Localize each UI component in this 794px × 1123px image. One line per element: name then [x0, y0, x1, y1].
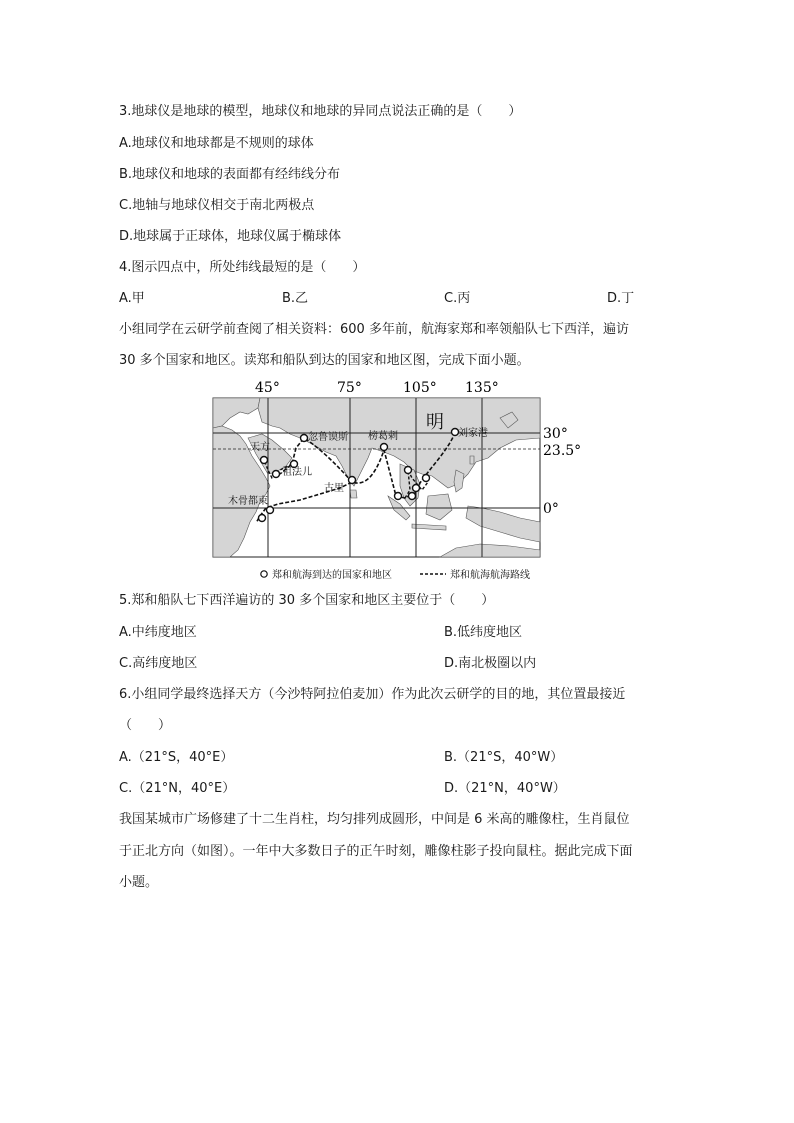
q6-paren: （ ）	[119, 718, 172, 733]
label-ming: 明	[426, 412, 444, 433]
q6-option-b[interactable]: B.（21°S，40°W）	[444, 750, 564, 765]
place-guli	[349, 477, 356, 484]
label-tianfang: 天方	[250, 442, 270, 453]
intro2-line3: 小题。	[119, 875, 159, 890]
place-malacca	[395, 493, 402, 500]
place-siam	[405, 467, 412, 474]
q5-option-a[interactable]: A.中纬度地区	[119, 625, 197, 640]
intro1-line2: 30 多个国家和地区。读郑和船队到达的国家和地区图，完成下面小题。	[119, 353, 530, 368]
place-malindi	[259, 515, 266, 522]
lat-label-30: 30°	[543, 426, 568, 442]
label-bangela: 榜葛剌	[368, 431, 398, 442]
q4-stem: 4.图示四点中，所处纬线最短的是（ ）	[119, 260, 366, 275]
lon-label-135: 135°	[465, 380, 499, 396]
place-tianfang	[261, 457, 268, 464]
label-guli: 古里	[324, 483, 344, 494]
lon-label-105: 105°	[403, 380, 437, 396]
q6-stem: 6.小组同学最终选择天方（今沙特阿拉伯麦加）作为此次云研学的目的地，其位置最接近	[119, 687, 626, 702]
q3-option-b[interactable]: B.地球仪和地球的表面都有经纬线分布	[119, 167, 341, 182]
q3-option-c[interactable]: C.地轴与地球仪相交于南北两极点	[119, 198, 315, 213]
place-champa	[423, 475, 430, 482]
place-mugudushu	[267, 507, 274, 514]
q5-option-c[interactable]: C.高纬度地区	[119, 656, 198, 671]
intro2-line2: 于正北方向（如图）。一年中大多数日子的正午时刻，雕像柱影子投向鼠柱。据此完成下面	[119, 844, 633, 859]
lat-label-0: 0°	[543, 501, 559, 517]
zheng-he-voyage-map	[200, 378, 590, 583]
intro1-line1: 小组同学在云研学前查阅了相关资料：600 多年前，航海家郑和率领船队七下西洋，遍访	[119, 322, 629, 337]
q5-option-d[interactable]: D.南北极圈以内	[444, 656, 537, 671]
label-mugudushu: 木骨都束	[228, 496, 268, 507]
lat-label-23-5: 23.5°	[543, 443, 582, 459]
place-aden	[273, 471, 280, 478]
legend-circle-label: 郑和航海到达的国家和地区	[272, 570, 392, 581]
q3-stem: 3.地球仪是地球的模型，地球仪和地球的异同点说法正确的是（ ）	[119, 104, 522, 119]
q3-option-a[interactable]: A.地球仪和地球都是不规则的球体	[119, 136, 314, 151]
q3-option-d[interactable]: D.地球属于正球体，地球仪属于椭球体	[119, 229, 342, 244]
q4-option-d[interactable]: D.丁	[607, 291, 635, 306]
q4-option-b[interactable]: B.乙	[282, 291, 309, 306]
q4-option-a[interactable]: A.甲	[119, 291, 145, 306]
lon-label-75: 75°	[337, 380, 362, 396]
place-palembang	[409, 493, 416, 500]
label-liujiagang: 刘家港	[458, 428, 488, 439]
q5-stem: 5.郑和船队七下西洋遍访的 30 多个国家和地区主要位于（ ）	[119, 593, 495, 608]
intro2-line1: 我国某城市广场修建了十二生肖柱，均匀排列成圆形，中间是 6 米高的雕像柱，生肖鼠位	[119, 812, 630, 827]
q4-option-c[interactable]: C.丙	[444, 291, 471, 306]
q6-option-a[interactable]: A.（21°S，40°E）	[119, 750, 234, 765]
q6-option-d[interactable]: D.（21°N，40°W）	[444, 781, 566, 796]
place-hulumosi	[301, 435, 308, 442]
q5-option-b[interactable]: B.低纬度地区	[444, 625, 523, 640]
lon-label-45: 45°	[255, 380, 280, 396]
place-bangela	[381, 444, 388, 451]
place-borneo-port	[413, 485, 420, 492]
land-sri-lanka	[350, 490, 357, 498]
label-zufaer: 祖法儿	[282, 467, 312, 478]
q6-option-c[interactable]: C.（21°N，40°E）	[119, 781, 236, 796]
legend-circle-icon	[261, 571, 267, 577]
land-taiwan	[470, 456, 474, 464]
label-hulumosi: 忽鲁谟斯	[308, 432, 348, 443]
legend-dash-label: 郑和航海航海路线	[450, 570, 530, 581]
map-svg	[200, 378, 590, 583]
